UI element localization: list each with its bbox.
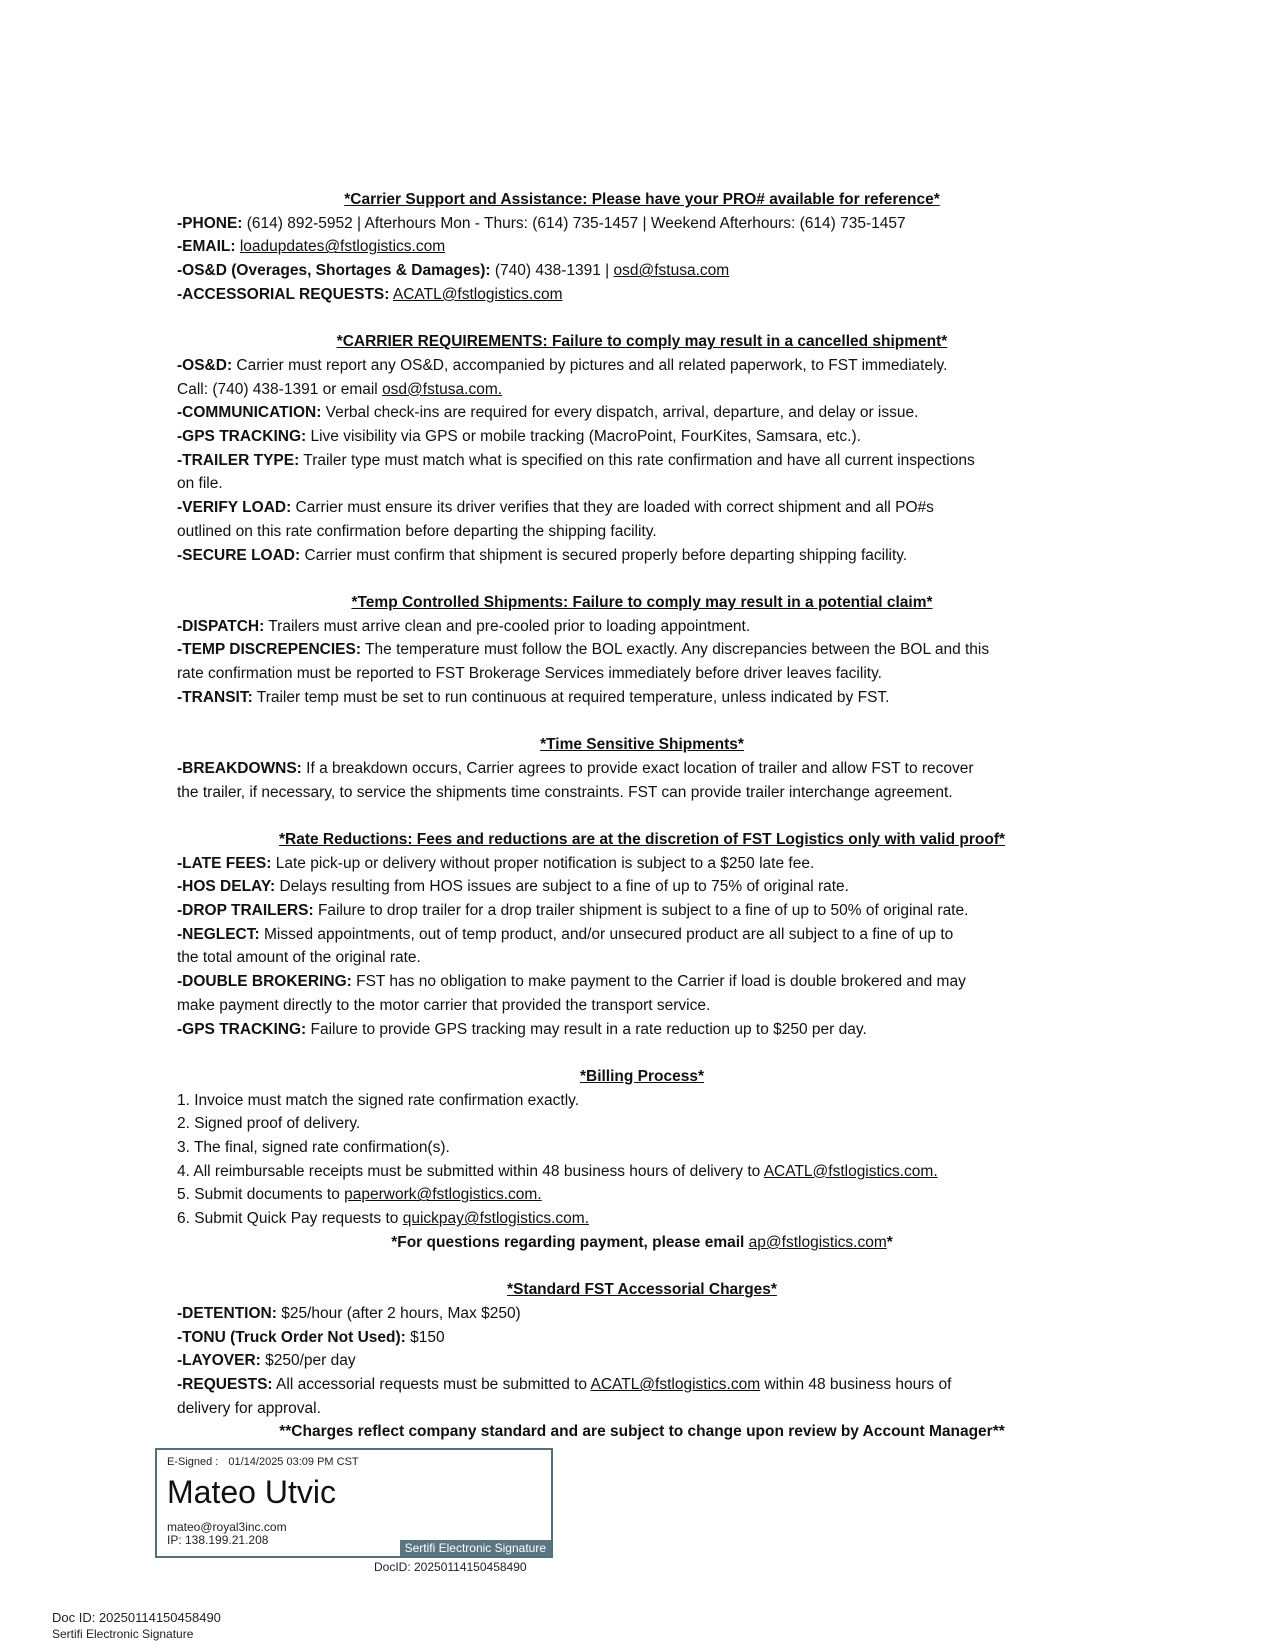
verify-requirement-cont: outlined on this rate confirmation before departing the shipping facility. [177, 522, 657, 540]
transit-rule: -TRANSIT: Trailer temp must be set to run continuous at required temperature, unless indicated by FST. [177, 688, 890, 706]
signer-email: mateo@royal3inc.com [167, 1520, 287, 1534]
billing-process-section [177, 1065, 1107, 1255]
section-heading: *Carrier Support and Assistance: Please have your PRO# available for reference* [344, 191, 940, 208]
osd-email-link[interactable]: osd@fstusa.com. [382, 380, 503, 398]
paperwork-email-link[interactable]: paperwork@fstlogistics.com. [344, 1186, 542, 1204]
time-sensitive-section [177, 733, 1107, 804]
section-heading: *Billing Process* [579, 1067, 705, 1085]
billing-item: 6. Submit Quick Pay requests to quickpay@fstlogistics.com. [177, 1210, 590, 1228]
email-line: -EMAIL: loadupdates@fstlogistics.com [177, 238, 446, 256]
billing-item: 4. All reimbursable receipts must be submitted within 48 business hours of delivery to ACATL@fstlogistics.com. [177, 1162, 938, 1180]
dispatch-rule: -DISPATCH: Trailers must arrive clean and pre-cooled prior to loading appointment. [177, 617, 751, 635]
carrier-support-section [177, 188, 1107, 307]
gps-requirement: -GPS TRACKING: Live visibility via GPS or mobile tracking (MacroPoint, FourKites, Samsara, etc.). [177, 428, 861, 446]
requests-rule-cont: delivery for approval. [177, 1399, 321, 1417]
layover-charge: -LAYOVER: $250/per day [177, 1352, 356, 1370]
gps-tracking-rule: -GPS TRACKING: Failure to provide GPS tracking may result in a rate reduction up to $250 per day. [177, 1020, 867, 1038]
phone-line: -PHONE: (614) 892-5952 | Afterhours Mon - Thurs: (614) 735-1457 | Weekend Afterhours: (614) 735-1457 [177, 214, 906, 232]
billing-item: 1. Invoice must match the signed rate confirmation exactly. [177, 1091, 580, 1109]
requests-rule: -REQUESTS: All accessorial requests must be submitted to ACATL@fstlogistics.com within 48 business hours of [177, 1376, 952, 1394]
detention-charge: -DETENTION: $25/hour (after 2 hours, Max $250) [177, 1304, 521, 1322]
osd-email-link[interactable]: osd@fstusa.com [613, 262, 730, 280]
drop-trailers-rule: -DROP TRAILERS: Failure to drop trailer for a drop trailer shipment is subject to a fine of up to 50% of original rate. [177, 902, 969, 920]
billing-item: 2. Signed proof of delivery. [177, 1115, 361, 1133]
footer-doc-id: Doc ID: 20250114150458490 [52, 1610, 221, 1625]
carrier-requirements-section [177, 330, 1107, 567]
temp-controlled-section [177, 591, 1107, 710]
footer-sertifi-label: Sertifi Electronic Signature [52, 1627, 194, 1641]
charges-note: **Charges reflect company standard and are subject to change upon review by Account Manager** [279, 1423, 1005, 1441]
osd-line: -OS&D (Overages, Shortages & Damages): (740) 438-1391 | osd@fstusa.com [177, 262, 730, 280]
billing-item: 5. Submit documents to paperwork@fstlogistics.com. [177, 1186, 542, 1204]
osd-call-line: Call: (740) 438-1391 or email osd@fstusa.com. [177, 380, 503, 398]
email-link[interactable]: loadupdates@fstlogistics.com [239, 238, 446, 256]
sertifi-badge: Sertifi Electronic Signature [400, 1540, 551, 1556]
section-heading: *Rate Reductions: Fees and reductions are at the discretion of FST Logistics only with valid proof* [278, 830, 1006, 848]
trailer-requirement: -TRAILER TYPE: Trailer type must match what is specified on this rate confirmation and have all current inspections [177, 451, 975, 469]
accessorial-charges-section [177, 1278, 1107, 1444]
section-heading: *CARRIER REQUIREMENTS: Failure to comply may result in a cancelled shipment* [336, 333, 948, 351]
osd-requirement: -OS&D: Carrier must report any OS&D, accompanied by pictures and all related paperwork, to FST immediately. [177, 356, 948, 374]
hos-delay-rule: -HOS DELAY: Delays resulting from HOS issues are subject to a fine of up to 75% of original rate. [177, 878, 849, 896]
signature-doc-id: DocID: 20250114150458490 [374, 1560, 527, 1574]
temp-discrepancies-rule: -TEMP DISCREPENCIES: The temperature must follow the BOL exactly. Any discrepancies between the BOL and this [177, 641, 990, 659]
section-heading: *Time Sensitive Shipments* [540, 736, 744, 754]
rate-reductions-section [177, 828, 1107, 1041]
neglect-rule: -NEGLECT: Missed appointments, out of temp product, and/or unsecured product are all subject to a fine of up to [177, 925, 954, 943]
accessorial-email-link[interactable]: ACATL@fstlogistics.com [392, 285, 563, 303]
e-signature-box [155, 1448, 553, 1558]
section-heading: *Temp Controlled Shipments: Failure to comply may result in a potential claim* [351, 593, 933, 611]
double-brokering-cont: make payment directly to the motor carrier that provided the transport service. [177, 996, 711, 1014]
verify-requirement: -VERIFY LOAD: Carrier must ensure its driver verifies that they are loaded with correct shipment and all PO#s [177, 499, 934, 517]
neglect-cont: the total amount of the original rate. [177, 949, 421, 967]
quickpay-email-link[interactable]: quickpay@fstlogistics.com. [402, 1210, 590, 1228]
document-body [177, 188, 1107, 1468]
double-brokering-rule: -DOUBLE BROKERING: FST has no obligation to make payment to the Carrier if load is double brokered and may [177, 973, 966, 991]
breakdowns-rule: -BREAKDOWNS: If a breakdown occurs, Carrier agrees to provide exact location of trailer and allow FST to recover [177, 759, 974, 777]
signer-name: Mateo Utvic [167, 1474, 336, 1510]
breakdowns-cont: the trailer, if necessary, to service the shipments time constraints. FST can provide trailer interchange agreement. [177, 783, 953, 801]
ap-email-link[interactable]: ap@fstlogistics.com [748, 1233, 887, 1251]
payment-questions-line: *For questions regarding payment, please email ap@fstlogistics.com* [391, 1233, 893, 1251]
communication-requirement: -COMMUNICATION: Verbal check-ins are required for every dispatch, arrival, departure, and delay or issue. [177, 404, 919, 422]
acatl-email-link[interactable]: ACATL@fstlogistics.com. [763, 1162, 938, 1180]
trailer-requirement-cont: on file. [177, 475, 223, 493]
temp-discrepancies-cont: rate confirmation must be reported to FST Brokerage Services immediately before driver leaves facility. [177, 665, 882, 683]
secure-requirement: -SECURE LOAD: Carrier must confirm that shipment is secured properly before departing shipping facility. [177, 546, 908, 564]
billing-item: 3. The final, signed rate confirmation(s). [177, 1139, 450, 1157]
signer-ip: IP: 138.199.21.208 [167, 1533, 269, 1547]
late-fees-rule: -LATE FEES: Late pick-up or delivery without proper notification is subject to a $250 late fee. [177, 854, 815, 872]
section-heading: *Standard FST Accessorial Charges* [507, 1281, 777, 1299]
accessorial-requests-line: -ACCESSORIAL REQUESTS: ACATL@fstlogistics.com [177, 285, 563, 303]
tonu-charge: -TONU (Truck Order Not Used): $150 [177, 1328, 445, 1346]
e-signed-timestamp: E-Signed : 01/14/2025 03:09 PM CST [167, 1456, 359, 1468]
acatl-email-link[interactable]: ACATL@fstlogistics.com [590, 1376, 761, 1394]
